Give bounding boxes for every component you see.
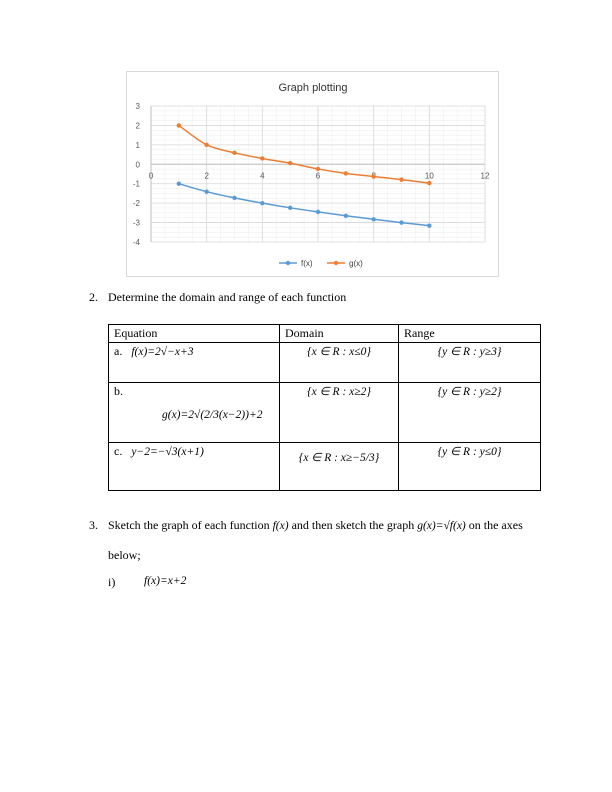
x-tick-label: 0 (148, 171, 154, 181)
question-3-line-2: below; (108, 548, 141, 562)
data-point (177, 123, 181, 127)
data-point (260, 156, 264, 160)
y-tick-label: 2 (135, 121, 140, 131)
row-label-a: a. (114, 344, 123, 358)
range-b: {y ∈ R : y≥2} (437, 386, 502, 398)
domain-a: {x ∈ R : x≤0} (307, 346, 371, 358)
domain-cell-a (280, 343, 399, 383)
question-3-fx: f(x) (272, 520, 289, 532)
legend-label: f(x) (301, 259, 313, 268)
domain-cell-c (280, 443, 399, 491)
data-point (344, 214, 348, 218)
y-tick-label: 3 (135, 102, 140, 111)
chart-title: Graph plotting (278, 82, 348, 94)
x-tick-label: 6 (315, 171, 321, 181)
range-c: {y ∈ R : y≤0} (437, 446, 502, 458)
y-tick-label: -3 (132, 218, 140, 228)
data-point (371, 174, 375, 178)
legend-marker (334, 261, 338, 265)
question-3-text-c: on the axes (468, 518, 523, 532)
data-point (399, 220, 403, 224)
range-a: {y ∈ R : y≥3} (437, 346, 502, 358)
question-3-gx: g(x)=√f(x) (417, 520, 466, 532)
y-tick-label: -2 (132, 199, 140, 209)
data-point (260, 201, 264, 205)
range-cell-b (399, 383, 541, 443)
domain-c: {x ∈ R : x≥−5/3} (298, 452, 380, 464)
legend-label: g(x) (349, 259, 363, 268)
equation-a: f(x)=2√−x+3 (131, 346, 194, 358)
y-tick-label: 1 (135, 140, 140, 150)
x-tick-label: 4 (260, 171, 265, 181)
x-tick-label: 2 (204, 171, 209, 181)
domain-range-table (108, 324, 541, 491)
equation-c: y−2=−√3(x+1) (131, 446, 204, 458)
y-tick-label: -4 (132, 238, 140, 247)
equation-cell-b (109, 383, 280, 443)
legend-marker (286, 261, 290, 265)
item-i (108, 575, 187, 590)
range-cell-a (399, 343, 541, 383)
data-point (288, 161, 292, 165)
y-tick-label: 0 (135, 160, 140, 170)
row-label-c: c. (114, 444, 123, 458)
header-range: Range (399, 325, 541, 343)
item-i-equation: f(x)=x+2 (144, 575, 187, 587)
question-2-number: 2. (89, 290, 98, 304)
table-row (109, 343, 541, 383)
table-row (109, 383, 541, 443)
data-point (204, 189, 208, 193)
data-point (427, 181, 431, 185)
data-point (232, 196, 236, 200)
data-point (288, 206, 292, 210)
range-cell-c (399, 443, 541, 491)
data-point (427, 223, 431, 227)
table-header-row (109, 325, 541, 343)
question-3-number: 3. (89, 518, 98, 532)
chart-container (126, 71, 499, 277)
data-point (399, 177, 403, 181)
table-row (109, 443, 541, 491)
row-label-b: b. (114, 384, 123, 398)
x-tick-label: 10 (424, 171, 434, 181)
data-point (232, 151, 236, 155)
data-point (316, 210, 320, 214)
equation-cell-c (109, 443, 280, 491)
data-point (344, 171, 348, 175)
header-equation: Equation (109, 325, 280, 343)
question-3-text-a: Sketch the graph of each function (108, 518, 270, 532)
equation-cell-a (109, 343, 280, 383)
equation-b: g(x)=2√(2/3(x−2))+2 (162, 409, 263, 421)
x-tick-label: 12 (480, 171, 490, 181)
line-chart (127, 72, 500, 278)
y-tick-label: -1 (132, 179, 140, 189)
domain-cell-b (280, 383, 399, 443)
header-domain: Domain (280, 325, 399, 343)
domain-b: {x ∈ R : x≥2} (307, 386, 371, 398)
question-2 (89, 290, 347, 305)
data-point (177, 182, 181, 186)
data-point (204, 143, 208, 147)
data-point (316, 167, 320, 171)
item-i-label: i) (108, 575, 116, 589)
data-point (371, 217, 375, 221)
question-2-text: Determine the domain and range of each function (108, 290, 347, 304)
question-3 (89, 518, 523, 533)
question-3-text-b: and then sketch the graph (291, 518, 415, 532)
